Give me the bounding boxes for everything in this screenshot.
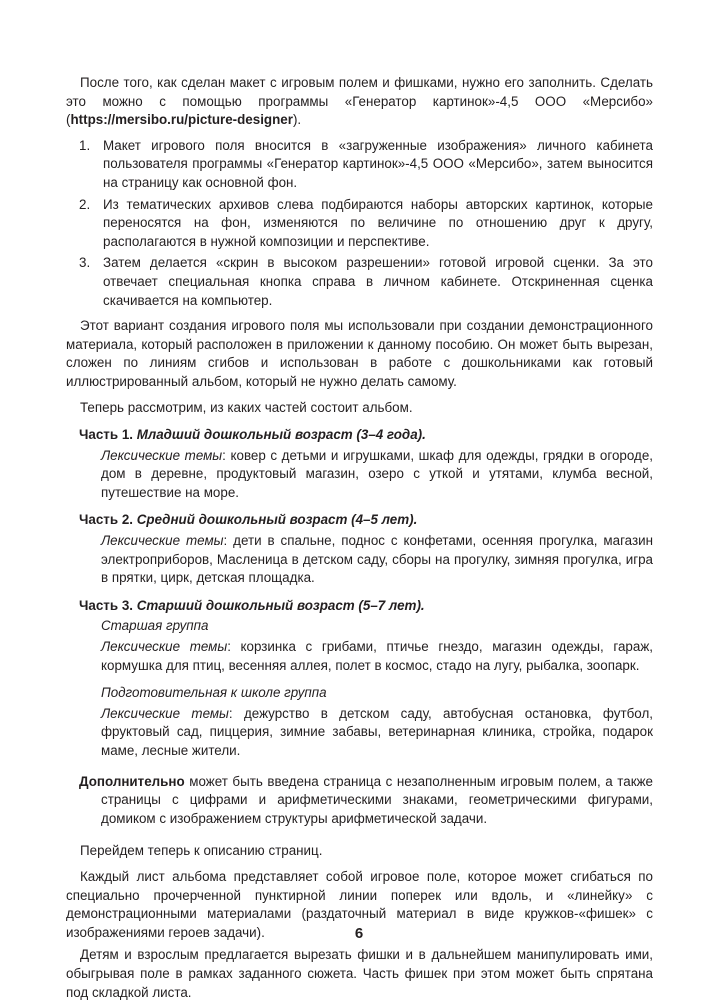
pages-intro-paragraph: Перейдем теперь к описанию страниц. bbox=[80, 843, 323, 859]
page-number: 6 bbox=[354, 925, 364, 942]
cut-paragraph: Детям и взрослым предлагается вырезать фишки и в дальнейшем манипулировать ими, обыгрывая поле в рамках заданного сюжета. Часть фишек при этом может быть спрятана под складкой листа. bbox=[66, 947, 653, 1000]
list-item: 2. Из тематических архивов слева подбираются наборы авторских картинок, которые переносятся на фон, изменяются по величине по отношению друг к другу, располагаются в нужной композиции и перспективе. bbox=[79, 196, 653, 249]
extra-paragraph: Дополнительно может быть введена страница с незаполненным игровым полем, а также страницы с цифрами и арифметическими знаками, геометрическими фигурами, домиком с изображением структуры арифметической задачи. bbox=[79, 773, 653, 826]
intro-paragraph: После того, как сделан макет с игровым полем и фишками, нужно его заполнить. Сделать это можно с помощью программы «Генератор картинок»-4,5 ООО «Мерсибо» (https://mersibo.ru/picture-designer). bbox=[66, 75, 653, 128]
list-item: 1. Макет игрового поля вносится в «загруженные изображения» личного кабинета пользователя программы «Генератор картинок»-4,5 ООО «Мерсибо», затем выносится на страницу как основной фон. bbox=[79, 137, 653, 190]
part-1-topics: Лексические темы: ковер с детьми и игрушками, шкаф для одежды, грядки в огороде, дом в деревне, продуктовый магазин, озеро с уткой и утятами, клумба весной, путешествие на море. bbox=[101, 447, 653, 500]
sheet-paragraph: Каждый лист альбома представляет собой игровое поле, которое может сгибаться по специально прочерченной пунктирной линии поперек или вдоль, и «линейку» с демонстрационными материалами (раздаточный материал в виде кружков-«фишек» с изображениями героев задачи). bbox=[66, 868, 653, 940]
group-prep-topics: Лексические темы: дежурство в детском саду, автобусная остановка, футбол, фруктовый сад, пиццерия, зимние забавы, ветеринарная клиника, стройка, подарок маме, лесные жители. bbox=[101, 705, 653, 758]
group-senior-topics: Лексические темы: корзинка с грибами, птичье гнездо, магазин одежды, гараж, кормушка для птиц, весенняя аллея, полет в космос, стадо на лугу, рыбалка, зоопарк. bbox=[101, 639, 653, 673]
part-2-topics: Лексические темы: дети в спальне, поднос с конфетами, осенняя прогулка, магазин электроприборов, Масленица в детском саду, сборы на прогулку, зимняя прогулка, игра в прятки, цирк, детская площадка. bbox=[101, 533, 653, 586]
group-senior-title: Старшая группа bbox=[101, 618, 209, 634]
mersibo-link[interactable]: https://mersibo.ru/picture-designer bbox=[70, 112, 293, 128]
part-2-heading: Часть 2. Средний дошкольный возраст (4–5 лет). bbox=[79, 512, 418, 528]
variant-paragraph: Этот вариант создания игрового поля мы использовали при создании демонстрационного материала, который расположен в приложении к данному пособию. Он может быть вырезан, сложен по линиям сгибов и использован в работе с дошкольниками как готовый иллюстрированный альбом, который не нужно делать самому. bbox=[66, 318, 653, 389]
document-page bbox=[66, 74, 653, 1002]
parts-intro-paragraph: Теперь рассмотрим, из каких частей состоит альбом. bbox=[80, 399, 413, 415]
part-3-heading: Часть 3. Старший дошкольный возраст (5–7 лет). bbox=[79, 597, 425, 613]
part-1-heading: Часть 1. Младший дошкольный возраст (3–4 года). bbox=[79, 427, 426, 443]
list-item: 3. Затем делается «скрин в высоком разрешении» готовой игровой сценки. За это отвечает специальная кнопка справа в личном кабинете. Отскриненная сценка скачивается на компьютер. bbox=[79, 255, 653, 308]
group-prep-title: Подготовительная к школе группа bbox=[101, 685, 327, 701]
steps-list bbox=[66, 137, 653, 310]
